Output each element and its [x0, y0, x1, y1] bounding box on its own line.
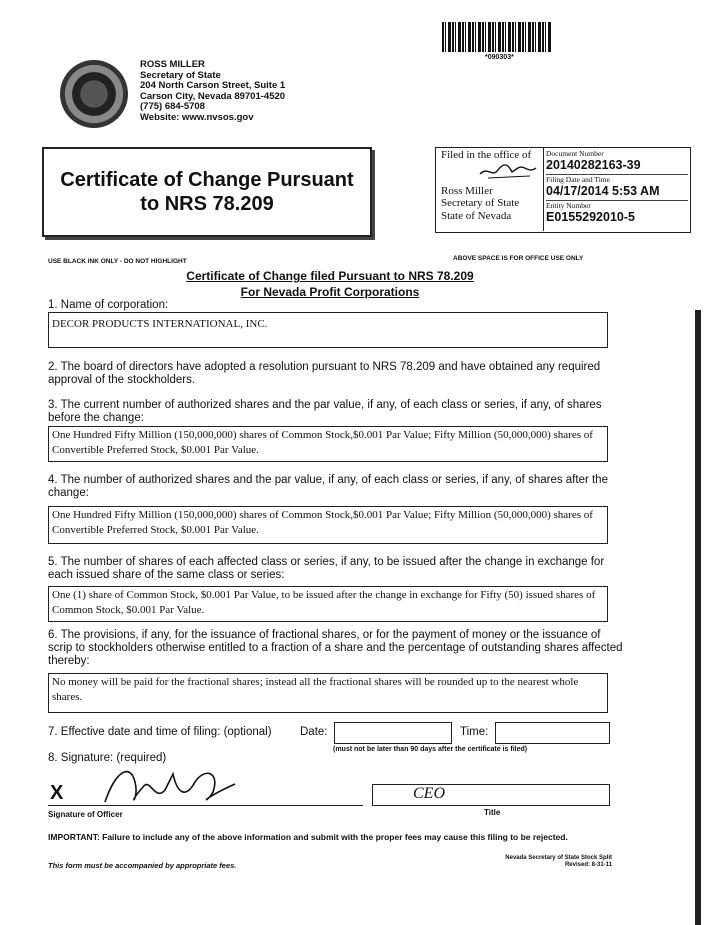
barcode — [442, 22, 552, 52]
entity-number-label: Entity Number — [546, 201, 591, 210]
barcode-number: *090303* — [485, 54, 514, 61]
signature-scribble-icon — [95, 762, 245, 810]
filing-officer: Ross Miller — [441, 184, 493, 197]
filing-date: 04/17/2014 5:53 AM — [546, 184, 688, 201]
question-8: 8. Signature: (required) — [48, 752, 167, 764]
question-2: 2. The board of directors have adopted a resolution pursuant to NRS 78.209 and have obtained any required approval of the stockholders. — [48, 361, 601, 386]
document-number-label: Document Number — [546, 149, 604, 158]
effective-time-input[interactable] — [495, 722, 610, 744]
filing-divider — [543, 147, 544, 231]
shares-issued-field[interactable]: One (1) share of Common Stock, $0.001 Par Value, to be issued after the change in exchange for Fifty (50) issued shares of Common Stock, $0.001 Par Value. — [48, 586, 608, 622]
date-label: Date: — [300, 726, 328, 738]
filed-in-office: Filed in the office of — [441, 149, 532, 161]
officer-signature-icon — [478, 160, 538, 182]
state-seal-icon — [60, 60, 128, 128]
secretary-info — [140, 60, 285, 123]
scan-edge — [695, 310, 701, 925]
fractional-shares-field[interactable]: No money will be paid for the fractional shares; instead all the fractional shares will be rounded up to the nearest whole shares. — [48, 673, 608, 713]
secretary-address: 204 North Carson Street, Suite 1 — [140, 80, 286, 91]
question-3: 3. The current number of authorized shares and the par value, if any, of each class or series, if any, of shares before the change: — [48, 399, 602, 424]
title-label: Title — [484, 808, 501, 817]
secretary-website: Website: www.nvsos.gov — [140, 111, 254, 123]
important-note: IMPORTANT: Failure to include any of the above information and submit with the proper fees may cause this filing to be rejected. — [48, 832, 568, 842]
signature-label: Signature of Officer — [48, 810, 123, 819]
revision-source: Nevada Secretary of State Stock Split — [505, 855, 612, 861]
secretary-city: Carson City, Nevada 89701-4520 — [140, 90, 286, 102]
secretary-title: Secretary of State — [140, 69, 221, 81]
question-6: 6. The provisions, if any, for the issuance of fractional shares, or for the payment of money or the issuance of scrip to stockholders otherwise entitled to a fraction of a share and the percentage of outstanding shares affected thereby: — [48, 629, 623, 667]
corporation-name-field[interactable]: DECOR PRODUCTS INTERNATIONAL, INC. — [48, 312, 608, 348]
secretary-phone: (775) 684-5708 — [140, 101, 205, 112]
revision-info — [470, 855, 612, 869]
office-use-note: ABOVE SPACE IS FOR OFFICE USE ONLY — [453, 255, 584, 262]
page-title — [42, 168, 372, 216]
shares-before-field[interactable]: One Hundred Fifty Million (150,000,000) shares of Common Stock,$0.001 Par Value; Fifty Million (50,000,000) shares of Convertible Preferred Stock, $0.001 Par Value. — [48, 426, 608, 462]
date-note: (must not be later than 90 days after the certificate is filed) — [333, 746, 528, 753]
filing-officer-title: Secretary of State — [441, 197, 520, 209]
time-label: Time: — [460, 726, 489, 738]
shares-after-field[interactable]: One Hundred Fifty Million (150,000,000) shares of Common Stock,$0.001 Par Value; Fifty Million (50,000,000) shares of Convertible Preferred Stock, $0.001 Par Value. — [48, 506, 608, 544]
officer-title-field[interactable] — [372, 784, 610, 806]
form-subheading: For Nevada Profit Corporations — [240, 285, 420, 299]
officer-title-value: CEO — [413, 785, 445, 802]
filing-state: State of Nevada — [441, 209, 512, 222]
filing-details — [546, 149, 688, 226]
effective-date-input[interactable] — [334, 722, 452, 744]
question-4: 4. The number of authorized shares and the par value, if any, of each class or series, if any, of shares after the change: — [48, 474, 608, 499]
fees-note: This form must be accompanied by appropriate fees. — [48, 861, 237, 870]
title-line-2: to NRS 78.209 — [140, 193, 274, 215]
form-heading: Certificate of Change filed Pursuant to NRS 78.209 — [186, 269, 474, 283]
question-5: 5. The number of shares of each affected class or series, if any, to be issued after the change in exchange for each issued share of the same class or series: — [48, 556, 605, 581]
question-1: 1. Name of corporation: — [48, 299, 169, 311]
title-line-1: Certificate of Change Pursuant — [60, 169, 354, 191]
ink-note: USE BLACK INK ONLY - DO NOT HIGHLIGHT — [48, 258, 187, 265]
signature-line — [48, 805, 363, 806]
filing-date-label: Filing Date and Time — [546, 175, 610, 184]
document-number: 20140282163-39 — [546, 158, 688, 175]
question-7: 7. Effective date and time of filing: (optional) — [48, 726, 272, 738]
secretary-name: ROSS MILLER — [140, 59, 205, 70]
revision-date: Revised: 8-31-11 — [564, 862, 612, 868]
entity-number: E0155292010-5 — [546, 210, 635, 224]
signature-x-mark: X — [50, 782, 64, 804]
